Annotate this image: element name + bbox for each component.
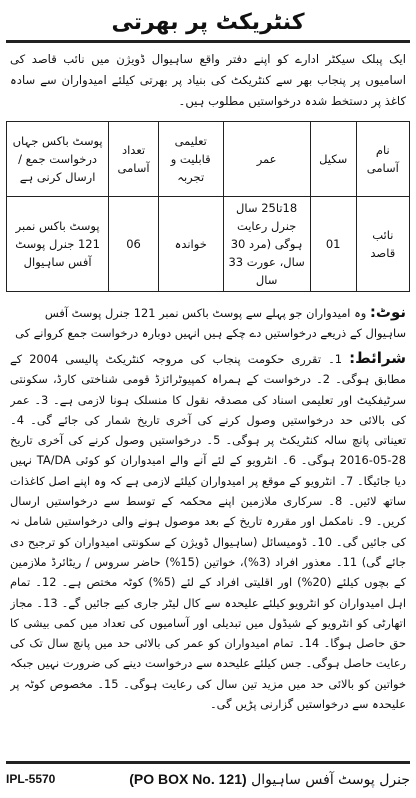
footer: [6, 761, 410, 794]
intro-paragraph: ایک پبلک سیکٹر ادارے کو اپنے دفتر واقع ساہیوال ڈویژن میں نائب قاصد کی اسامیوں پر پنجاب بھر سے کنٹریکٹ کی بنیاد پر بھرتی کیلئے امیدواران سے سادہ کاغذ پر دستخط شدہ درخواستیں مطلوب ہیں۔: [10, 52, 406, 108]
conditions-label: شرائط:: [349, 349, 406, 367]
post-office-name: جنرل پوسٹ آفس ساہیوال: [251, 771, 410, 788]
header-po-box: پوسٹ باکس جہاں درخواست جمع / ارسال کرنی ہے: [7, 122, 109, 197]
conditions-section: [10, 348, 406, 772]
cell-po-box: پوسٹ باکس نمبر 121 جنرل پوسٹ آفس ساہیوال: [7, 197, 109, 292]
ad-title: کنٹریکٹ پر بھرتی: [6, 6, 410, 43]
note-section: [10, 302, 406, 344]
vacancy-table: [6, 121, 410, 292]
cell-scale: 01: [310, 197, 356, 292]
ipl-code: IPL-5570: [6, 772, 56, 786]
header-count: تعداد آسامی: [109, 122, 159, 197]
header-age: عمر: [223, 122, 310, 197]
po-box-label: (PO BOX No. 121): [129, 770, 247, 787]
note-label: نوٹ:: [369, 303, 406, 321]
cell-count: 06: [109, 197, 159, 292]
cell-age: 18تا25 سال جنرل رعایت ہوگی (مرد 30 سال، عورت 33 سال: [223, 197, 310, 292]
table-row: [7, 197, 410, 292]
header-scale: سکیل: [310, 122, 356, 197]
header-qualification: تعلیمی قابلیت و تجربہ: [158, 122, 223, 197]
conditions-text: 1۔ تقرری حکومت پنجاب کی مروجہ کنٹریکٹ پالیسی 2004 کے مطابق ہوگی۔ 2۔ درخواست کے ہمراہ کمپیوٹرائزڈ قومی شناختی کارڈ، سکونتی سرٹیفکیٹ اور تعلیمی اسناد کی مصدقہ نقول کا منسلک ہونا لازمی ہے۔ 3۔ عمر کی بالائی حد درخواستیں وصول کرنے کی آخری تاریخ شمار کی جائے گی۔ 4۔ تعیناتی پانچ سالہ کنٹریکٹ پر ہوگی۔ 5۔ درخواستیں وصول کرنے کی آخری تاریخ 28-05-2016 ہوگی۔ 6۔ انٹرویو کے لئے آنے والے امیدواران کو کوئی TA/DA نہیں دیا جائیگا۔ 7۔ انٹرویو کے موقع پر امیدواران کیلئے لازمی ہے کہ وہ اپنے اصل کاغذات ساتھ لائیں۔ 8۔ سرکاری ملازمین اپنے محکمہ کے توسط سے درخواستیں ارسال کریں۔ 9۔ نامکمل اور مقررہ تاریخ کے بعد موصول ہونے والی درخواستیں شامل نہ کی جائیں گی۔ 10۔ ڈومیسائل (ساہیوال ڈویژن کے سکونتی امیدواران کو ترجیح دی جائے گی) 11۔ معذور افراد (3%)، خواتین (15%) حاضر سروس / ریٹائرڈ ملازمین کے بچوں کیلئے (20%) اور اقلیتی افراد کے لئے (5%) کوٹہ مختص ہے۔ 12۔ تمام اہل امیدواران کو انٹرویو کیلئے علیحدہ سے کال لیٹر جاری کیے جائیں گے۔ 13۔ مجاز اتھارٹی کو انٹرویو کے شیڈول میں تبدیلی اور آسامیوں کی تعداد میں کمی بیشی کا حق حاصل ہوگا۔ 14۔ تمام امیدواران کو عمر کی بالائی حد میں پانچ سال تک کی رعایت حاصل ہوگی۔ جس کیلئے علیحدہ سے درخواست دینے کی ضرورت نہیں جبکہ خواتین کو بالائی حد میں مزید تین سال کی رعایت ہوگی۔ 15۔ مخصوص کوٹہ پر علیحدہ سے درخواستیں گزارنی پڑیں گی۔: [10, 352, 406, 712]
table-header-row: [7, 122, 410, 197]
cell-post-name: نائب قاصد: [356, 197, 409, 292]
footer-address: [129, 771, 410, 788]
cell-qualification: خواندہ: [158, 197, 223, 292]
header-post-name: نام آسامی: [356, 122, 409, 197]
note-text: وہ امیدواران جو پہلے سے پوسٹ باکس نمبر 121 جنرل پوسٹ آفس ساہیوال کے ذریعے درخواستیں دے چکے ہیں انہیں دوبارہ درخواست جمع کروانے کی: [15, 306, 406, 340]
